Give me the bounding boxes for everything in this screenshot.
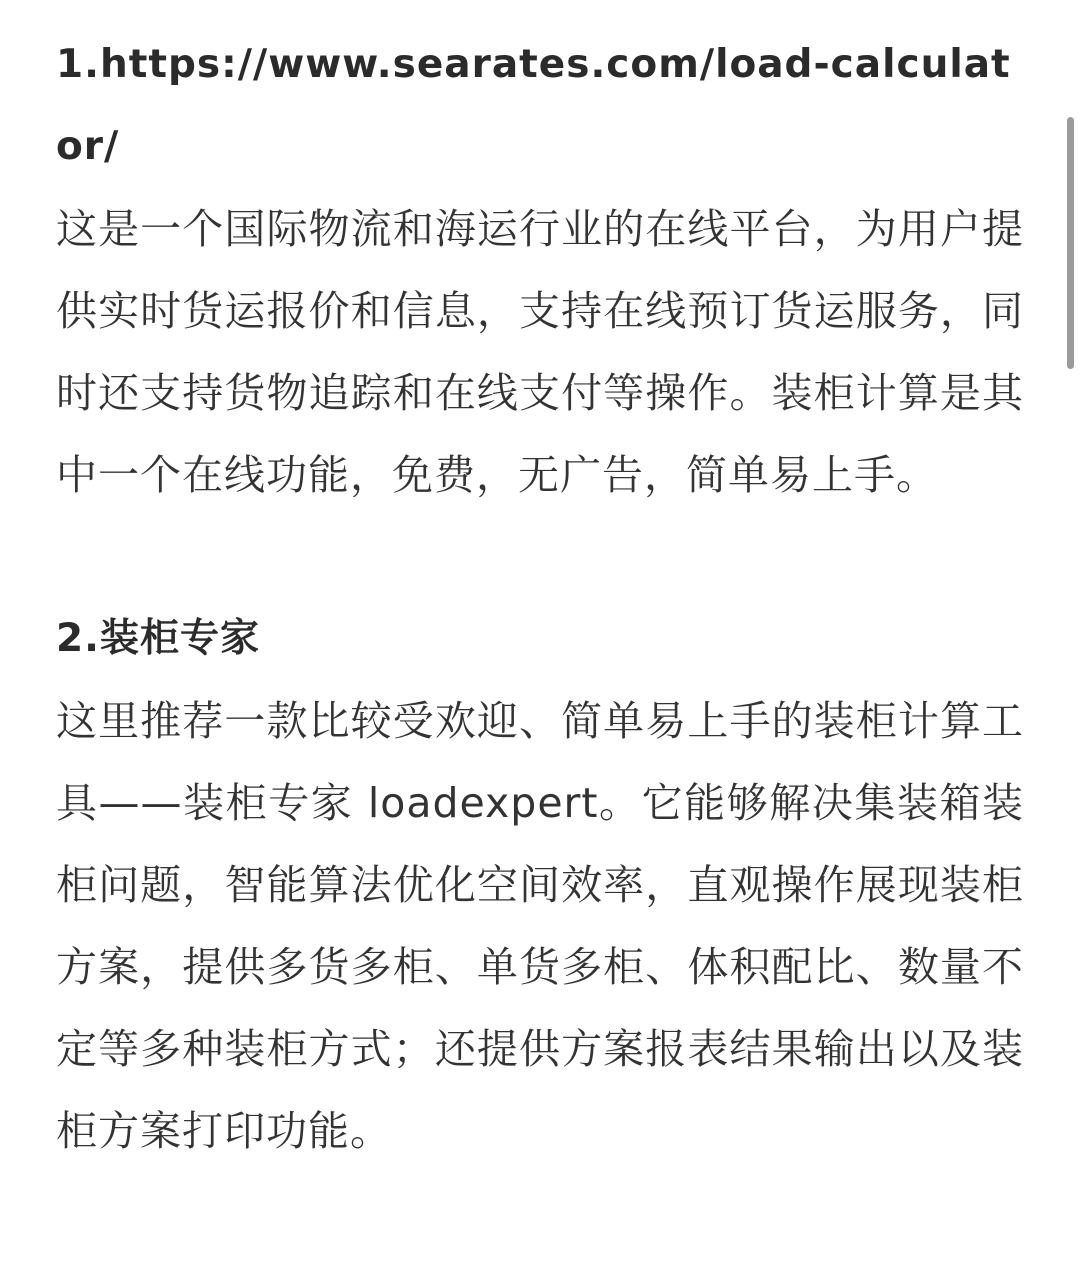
vertical-scrollbar[interactable] [1062,0,1080,1285]
article-content [56,24,1024,1172]
section-divider-space [56,516,1024,598]
section-heading-searates[interactable]: 1.https://www.searates.com/load-calculator/ [56,42,1011,169]
section-loadexpert [56,598,1024,1172]
section-searates [56,24,1024,516]
section-heading-loadexpert: 2.装柜专家 [56,616,260,661]
scrollbar-thumb[interactable] [1067,117,1074,369]
section-body-searates: 这是一个国际物流和海运行业的在线平台，为用户提供实时货运报价和信息，支持在线预订货运服务，同时还支持货物追踪和在线支付等操作。装柜计算是其中一个在线功能，免费，无广告，简单易上手。 [56,205,1024,499]
section-body-loadexpert: 这里推荐一款比较受欢迎、简单易上手的装柜计算工具——装柜专家 loadexpert。它能够解决集装箱装柜问题，智能算法优化空间效率，直观操作展现装柜方案，提供多货多柜、单货多柜、体积配比、数量不定等多种装柜方式；还提供方案报表结果输出以及装柜方案打印功能。 [56,697,1024,1155]
